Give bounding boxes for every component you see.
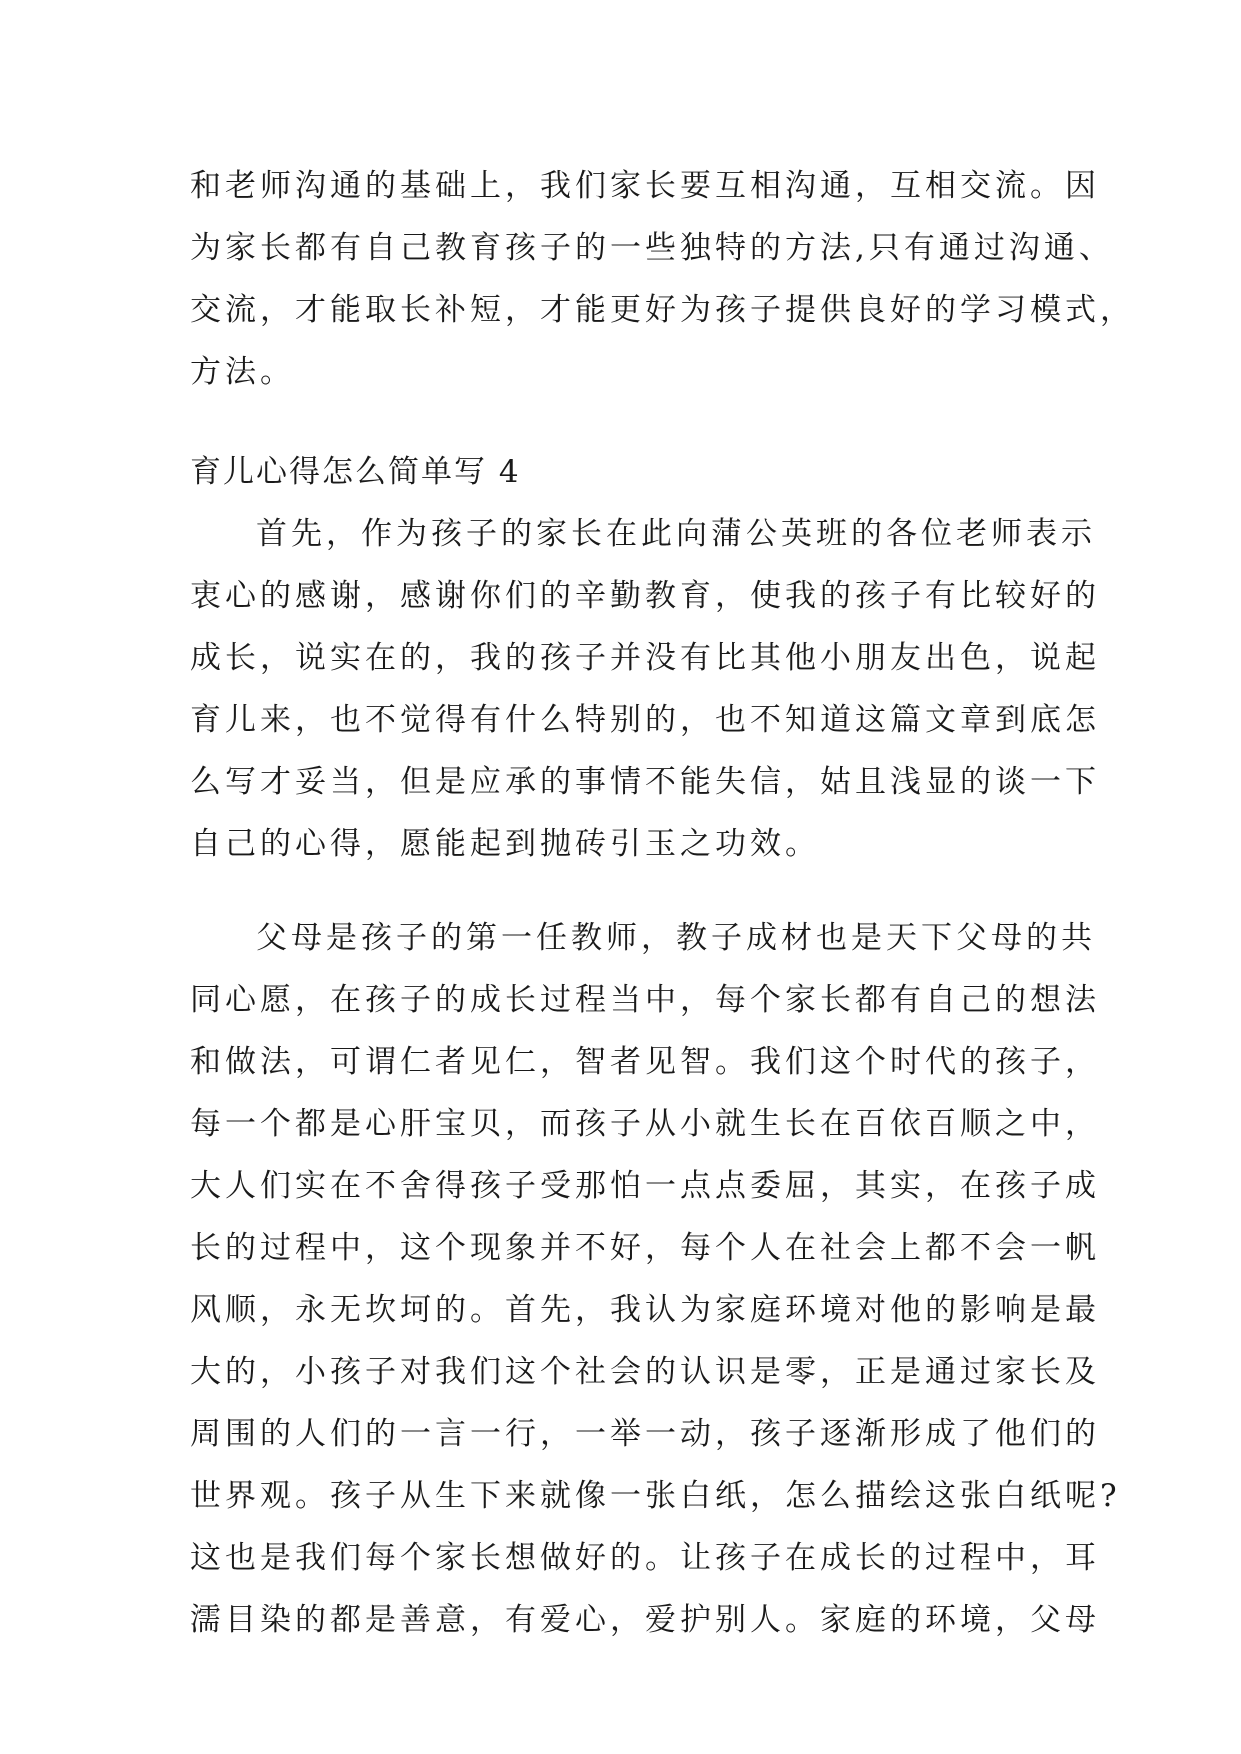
paragraph-line: 和做法，可谓仁者见仁，智者见智。我们这个时代的孩子， <box>190 1044 1100 1080</box>
paragraph-line: 这也是我们每个家长想做好的。让孩子在成长的过程中，耳 <box>190 1540 1100 1576</box>
paragraph-line: 方法。 <box>190 354 295 390</box>
paragraph-line: 自己的心得，愿能起到抛砖引玉之功效。 <box>190 826 820 862</box>
paragraph-1 <box>190 503 1100 875</box>
paragraph-line: 大人们实在不舍得孩子受那怕一点点委屈，其实，在孩子成 <box>190 1168 1100 1204</box>
paragraph-line: 长的过程中，这个现象并不好，每个人在社会上都不会一帆 <box>190 1230 1100 1266</box>
paragraph-line: 濡目染的都是善意，有爱心，爱护别人。家庭的环境，父母 <box>190 1602 1100 1638</box>
continued-paragraph <box>190 155 1135 403</box>
paragraph-line: 衷心的感谢，感谢你们的辛勤教育，使我的孩子有比较好的 <box>190 578 1100 614</box>
paragraph-line: 交流，才能取长补短，才能更好为孩子提供良好的学习模式， <box>190 292 1135 328</box>
paragraph-line: 和老师沟通的基础上，我们家长要互相沟通，互相交流。因 <box>190 168 1100 204</box>
paragraph-line: 大的，小孩子对我们这个社会的认识是零，正是通过家长及 <box>190 1354 1100 1390</box>
paragraph-line: 同心愿，在孩子的成长过程当中，每个家长都有自己的想法 <box>190 982 1100 1018</box>
section-heading-block <box>190 441 1090 503</box>
paragraph-line: 成长，说实在的，我的孩子并没有比其他小朋友出色，说起 <box>190 640 1100 676</box>
paragraph-line: 父母是孩子的第一任教师，教子成材也是天下父母的共 <box>256 920 1096 956</box>
paragraph-line: 每一个都是心肝宝贝，而孩子从小就生长在百依百顺之中， <box>190 1106 1100 1142</box>
paragraph-line: 周围的人们的一言一行，一举一动，孩子逐渐形成了他们的 <box>190 1416 1100 1452</box>
paragraph-line: 首先，作为孩子的家长在此向蒲公英班的各位老师表示 <box>256 516 1096 552</box>
paragraph-line: 么写才妥当，但是应承的事情不能失信，姑且浅显的谈一下 <box>190 764 1100 800</box>
paragraph-line: 风顺，永无坎坷的。首先，我认为家庭环境对他的影响是最 <box>190 1292 1100 1328</box>
paragraph-line: 为家长都有自己教育孩子的一些独特的方法,只有通过沟通、 <box>190 230 1114 266</box>
paragraph-line: 育儿来，也不觉得有什么特别的，也不知道这篇文章到底怎 <box>190 702 1100 738</box>
paragraph-line: 世界观。孩子从生下来就像一张白纸，怎么描绘这张白纸呢? <box>190 1478 1121 1514</box>
paragraph-2 <box>190 907 1121 1651</box>
section-heading: 育儿心得怎么简单写 4 <box>190 454 521 490</box>
